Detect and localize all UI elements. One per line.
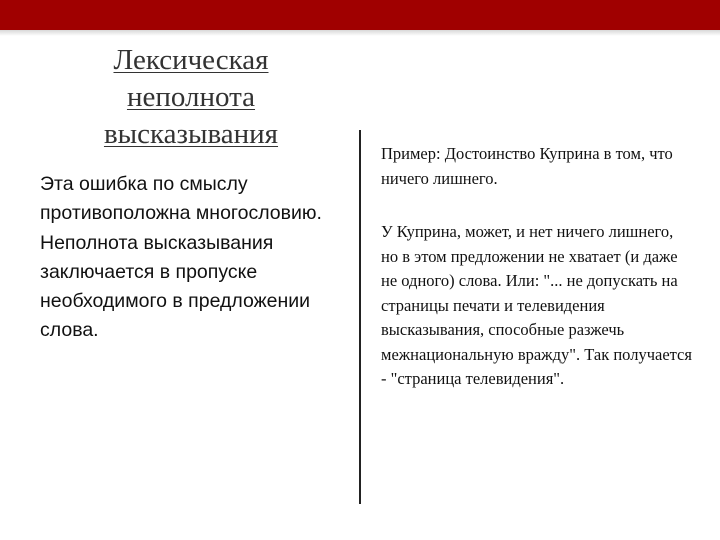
example-paragraph: Пример: Достоинство Куприна в том, что ничего лишнего. [381, 144, 673, 188]
slide-title: Лексическая неполнота высказывания [103, 44, 279, 150]
column-divider [359, 130, 361, 504]
top-bar-shadow [0, 30, 720, 36]
left-body-text: Эта ошибка по смыслу противоположна многословию. Неполнота высказывания заключается в пропуске необходимого в предложении слова. [40, 173, 322, 342]
top-accent-bar [0, 0, 720, 30]
explanation-paragraph: У Куприна, может, и нет ничего лишнего, но в этом предложении не хватает (и даже не одного) слова. Или: "... не допускать на страницы печати и телевидения высказывания, способные разжечь межнациональную вражду". Так получается - "страница телевидения". [381, 222, 692, 388]
